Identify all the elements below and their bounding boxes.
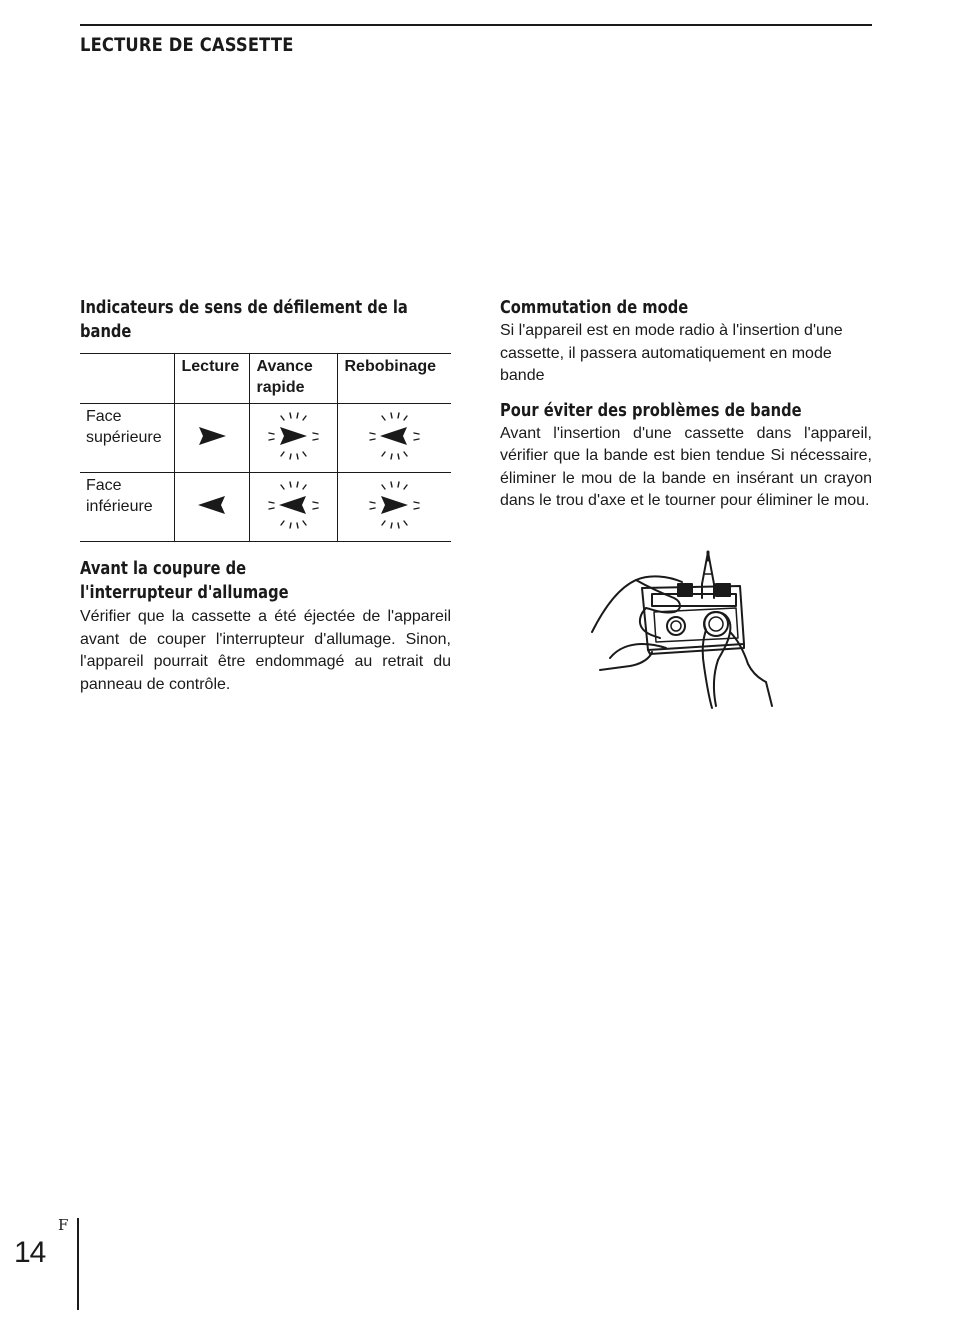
row-label-face-superieure: Face supérieure bbox=[80, 404, 174, 473]
footer-rule bbox=[77, 1218, 79, 1310]
cell-lecture bbox=[174, 404, 249, 473]
table-header-lecture: Lecture bbox=[174, 354, 249, 404]
table-header-rebobinage: Rebobinage bbox=[344, 358, 437, 375]
right-column bbox=[500, 296, 872, 513]
arrow-left-blinking-icon bbox=[261, 477, 325, 533]
arrow-right-blinking-icon bbox=[362, 477, 426, 533]
page-number: 14 bbox=[14, 1236, 46, 1269]
cell-rebobinage bbox=[337, 473, 451, 542]
top-rule bbox=[80, 24, 872, 26]
table-header-row bbox=[80, 354, 451, 404]
mode-switch-text: Si l'appareil est en mode radio à l'insertion d'une cassette, il passera automatiquement en mode bande bbox=[500, 322, 843, 384]
footer-language-letter: F bbox=[58, 1216, 69, 1234]
table-row bbox=[80, 404, 451, 473]
arrow-right-icon bbox=[180, 408, 244, 464]
mode-switch-heading: Commutation de mode bbox=[500, 298, 689, 318]
power-off-text: Vérifier que la cassette a été éjectée de l'appareil avant de couper l'interrupteur d'allumage. Sinon, l'appareil pourrait être endommagé au retrait du panneau de contrôle. bbox=[80, 608, 451, 693]
tape-problems-text: Avant l'insertion d'une cassette dans l'appareil, vérifier que la bande est bien tendue Si nécessaire, éliminer le mou de la bande en insérant un crayon dans le trou d'axe et le tourner pour éliminer le mou. bbox=[500, 424, 872, 509]
arrow-left-blinking-icon bbox=[362, 408, 426, 464]
row-label-face-inferieure: Face inférieure bbox=[80, 473, 174, 542]
cell-lecture bbox=[174, 473, 249, 542]
indicators-heading: Indicateurs de sens de défilement de la bande bbox=[80, 298, 408, 342]
cell-avance-rapide bbox=[249, 404, 337, 473]
cell-avance-rapide bbox=[249, 473, 337, 542]
hands-pencil-cassette-illustration bbox=[590, 548, 790, 723]
left-column bbox=[80, 296, 451, 696]
page-title: LECTURE DE CASSETTE bbox=[80, 34, 294, 56]
arrow-left-icon bbox=[180, 477, 244, 533]
tape-problems-heading: Pour éviter des problèmes de bande bbox=[500, 400, 802, 421]
table-row bbox=[80, 473, 451, 542]
table-header-avance-rapide: Avance rapide bbox=[249, 354, 337, 404]
indicator-table bbox=[80, 353, 451, 542]
table-header-empty bbox=[80, 354, 174, 404]
power-off-heading: Avant la coupure de l'interrupteur d'allumage bbox=[80, 559, 289, 603]
cell-rebobinage bbox=[337, 404, 451, 473]
arrow-right-blinking-icon bbox=[261, 408, 325, 464]
